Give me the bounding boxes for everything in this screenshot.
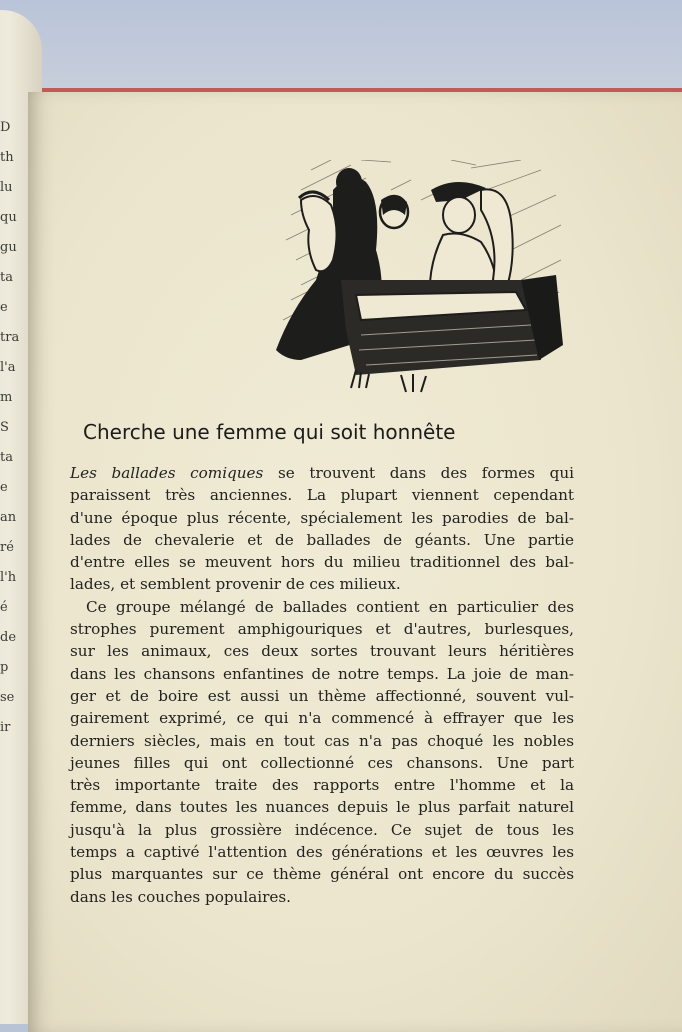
left-page-fragment: ré [0,540,14,555]
left-page-fragment: ta [0,450,13,465]
left-page-fragment: l'a [0,360,16,375]
left-page-fragment: lu [0,180,13,195]
left-page-fragment: tra [0,330,20,345]
left-page-fragment: an [0,510,17,525]
paragraph2-line: très importante traite des rapports entre l'homme et la [70,776,574,795]
paragraph1-line: paraissent très anciennes. La plupart viennent cependant [70,486,574,505]
left-page-fragment: ir [0,720,11,735]
paragraph2-line: femme, dans toutes les nuances depuis le plus parfait naturel [70,798,574,817]
left-page-fragment: e [0,300,8,315]
paragraph-1-line: Les ballades comiques se trouvent dans des formes qui [70,464,574,482]
paragraph2-line: derniers siècles, mais en tout cas n'a pas choqué les nobles [70,731,574,750]
paragraph1-line: lades, et semblent provenir de ces milieux. [70,575,401,594]
right-page [28,92,682,1032]
paragraph2-line: Ce groupe mélangé de ballades contient en particulier des [86,597,574,616]
left-page-fragment: th [0,150,14,165]
paragraph2-line: jusqu'à la plus grossière indécence. Ce sujet de tous les [70,820,574,839]
left-page-fragment: S [0,420,9,435]
paragraph-2 [70,596,574,908]
paragraph2-line: gairement exprimé, ce qui n'a commencé à effrayer que les [70,709,574,728]
left-page-fragment: gu [0,240,17,255]
background-surface [0,0,682,95]
left-page-fragment: de [0,630,17,645]
paragraph-1 [70,484,574,595]
paragraph2-line: ger et de boire est aussi un thème affectionné, souvent vul- [70,686,574,705]
paragraph2-line: dans les couches populaires. [70,887,291,906]
left-page-fragment: l'h [0,570,17,585]
section-heading: Cherche une femme qui soit honnête [83,420,456,444]
paragraph1-line: lades de chevalerie et de ballades de géants. Une partie [70,530,574,549]
paragraph2-line: plus marquantes sur ce thème général ont encore du succès [70,865,574,884]
left-page-fragment: m [0,390,13,405]
body-text [70,462,574,908]
left-page-fragment: é [0,600,8,615]
left-page-fragment: p [0,660,9,675]
left-page-fragment: qu [0,210,17,225]
woodcut-illustration [271,160,566,400]
left-page-fragment: se [0,690,15,705]
left-page-fragment: D [0,120,11,135]
italic-term: Les ballades comiques [70,464,264,482]
left-page-fragment: e [0,480,8,495]
paragraph2-line: sur les animaux, ces deux sortes trouvant leurs héritières [70,642,574,661]
paragraph2-line: jeunes filles qui ont collectionné ces chansons. Une part [70,753,574,772]
paragraph1-line: d'entre elles se meuvent hors du milieu traditionnel des bal- [70,553,574,572]
paragraph2-line: dans les chansons enfantines de notre temps. La joie de man- [70,664,574,683]
paragraph2-line: strophes purement amphigouriques et d'autres, burlesques, [70,620,574,639]
paragraph2-line: temps a captivé l'attention des générations et les œuvres les [70,843,574,862]
paragraph1-line: d'une époque plus récente, spécialement les parodies de bal- [70,508,574,527]
left-page-fragment: ta [0,270,13,285]
